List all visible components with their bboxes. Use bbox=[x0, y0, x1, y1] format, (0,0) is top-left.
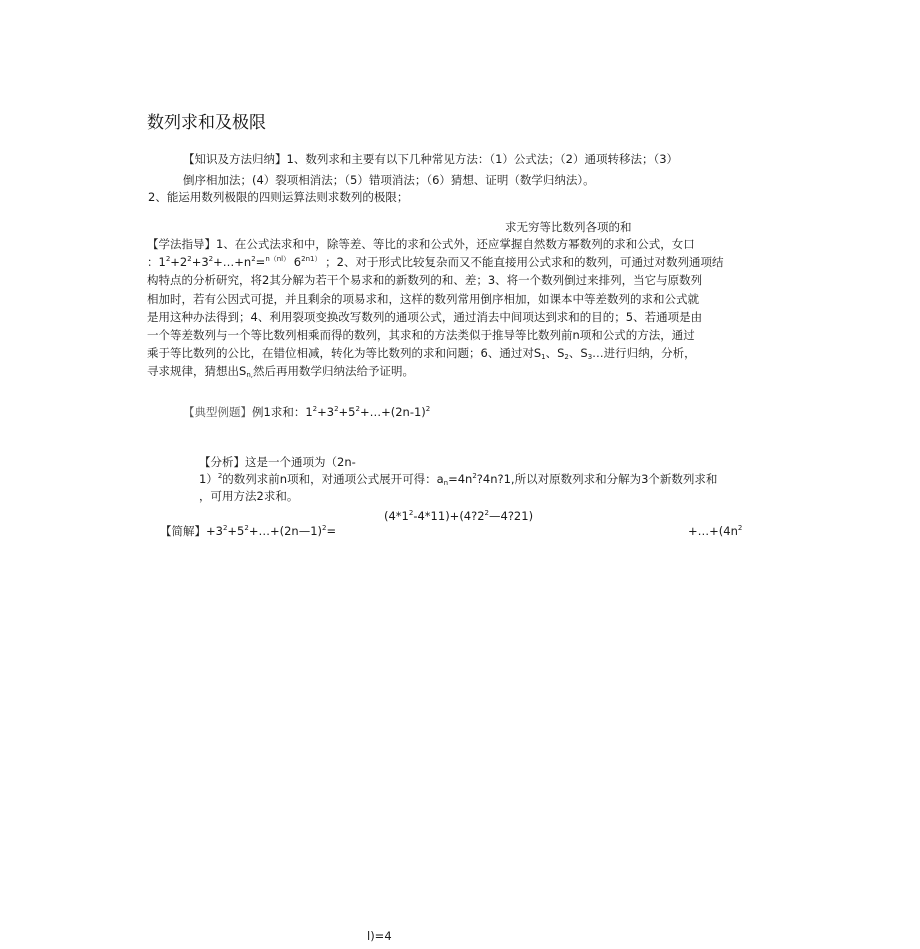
method-line-2: ：$1^2+2^2+3^2+\dots+n^2=^{n(nl)}$ $6^{2n1)}$ ；2、对于形式比较复杂而又不能直接用公式求和的数列，可通过对数列通项结 bbox=[147, 255, 724, 270]
analysis-line-3: ，可用方法2求和。 bbox=[199, 489, 299, 503]
method-paragraph bbox=[147, 235, 723, 381]
analysis-line-2: 1）$^2$的数列求前n项和，对通项公式展开可得：$a_n=4n^2?4n?1$,所以对原数列求和分解为3个新数列求和 bbox=[199, 472, 718, 487]
solution-line: 【简解】$+3^2+5^2+\dots+(2n—1)^2=$ bbox=[160, 524, 337, 538]
example-line: 【典型例题】例1求和：$1^2+3^2+5^2+\dots+(2n-1)^2$ bbox=[183, 405, 431, 419]
method-line-5: 是用这种办法得到；4、利用裂项变换改写数列的通项公式，通过消去中间项达到求和的目的；5、若通项是由 bbox=[147, 309, 703, 324]
method-line-4: 相加时，若有公因式可提，并且剩余的项易求和，这样的数列常用倒序相加，如课本中等差数列的求和公式就 bbox=[147, 291, 699, 306]
formula-middle: $(4*1^2-4*11)+(4?2^2—4?21)$ bbox=[384, 509, 534, 523]
knowledge-line-2: 倒序相加法；(4）裂项相消法；（5）错项消法；（6）猜想、证明（数学归纳法）。 bbox=[183, 173, 595, 187]
floating-heading: 求无穷等比数列各项的和 bbox=[505, 220, 632, 234]
method-line-7: 乘于等比数列的公比，在错位相减，转化为等比数列的求和问题；6、通过对$S_1$、$S_2$、$S_3\dots$进行归纳，分析， bbox=[147, 346, 696, 362]
knowledge-line-3: 2、能运用数列极限的四则运算法则求数列的极限； bbox=[148, 190, 409, 204]
page-title: 数列求和及极限 bbox=[147, 113, 266, 133]
analysis-line-1: 【分析】这是一个通项为（2n- bbox=[199, 455, 356, 469]
method-line-1: 【学法指导】1、在公式法求和中，除等差、等比的求和公式外，还应掌握自然数方幂数列的求和公式，女口 bbox=[147, 237, 695, 251]
method-line-3: 构特点的分析研究，将2其分解为若干个易求和的新数列的和、差；3、将一个数列倒过来排列，当它与原数列 bbox=[147, 273, 703, 288]
knowledge-line-1: 【知识及方法归纳】1、数列求和主要有以下几种常见方法：（1）公式法；（2）通项转移法；（3） bbox=[183, 152, 679, 166]
footer-fragment: l)=4 bbox=[367, 929, 392, 943]
method-line-6: 一个等差数列与一个等比数列相乘而得的数列，其求和的方法类似于推导等比数列前n项和公式的方法，通过 bbox=[147, 328, 695, 343]
solution-right-fragment: $+\dots+(4n^2$ bbox=[688, 524, 743, 538]
method-line-8: 寻求规律，猜想出$S_{n,}$然后再用数学归纳法给予证明。 bbox=[147, 364, 414, 380]
